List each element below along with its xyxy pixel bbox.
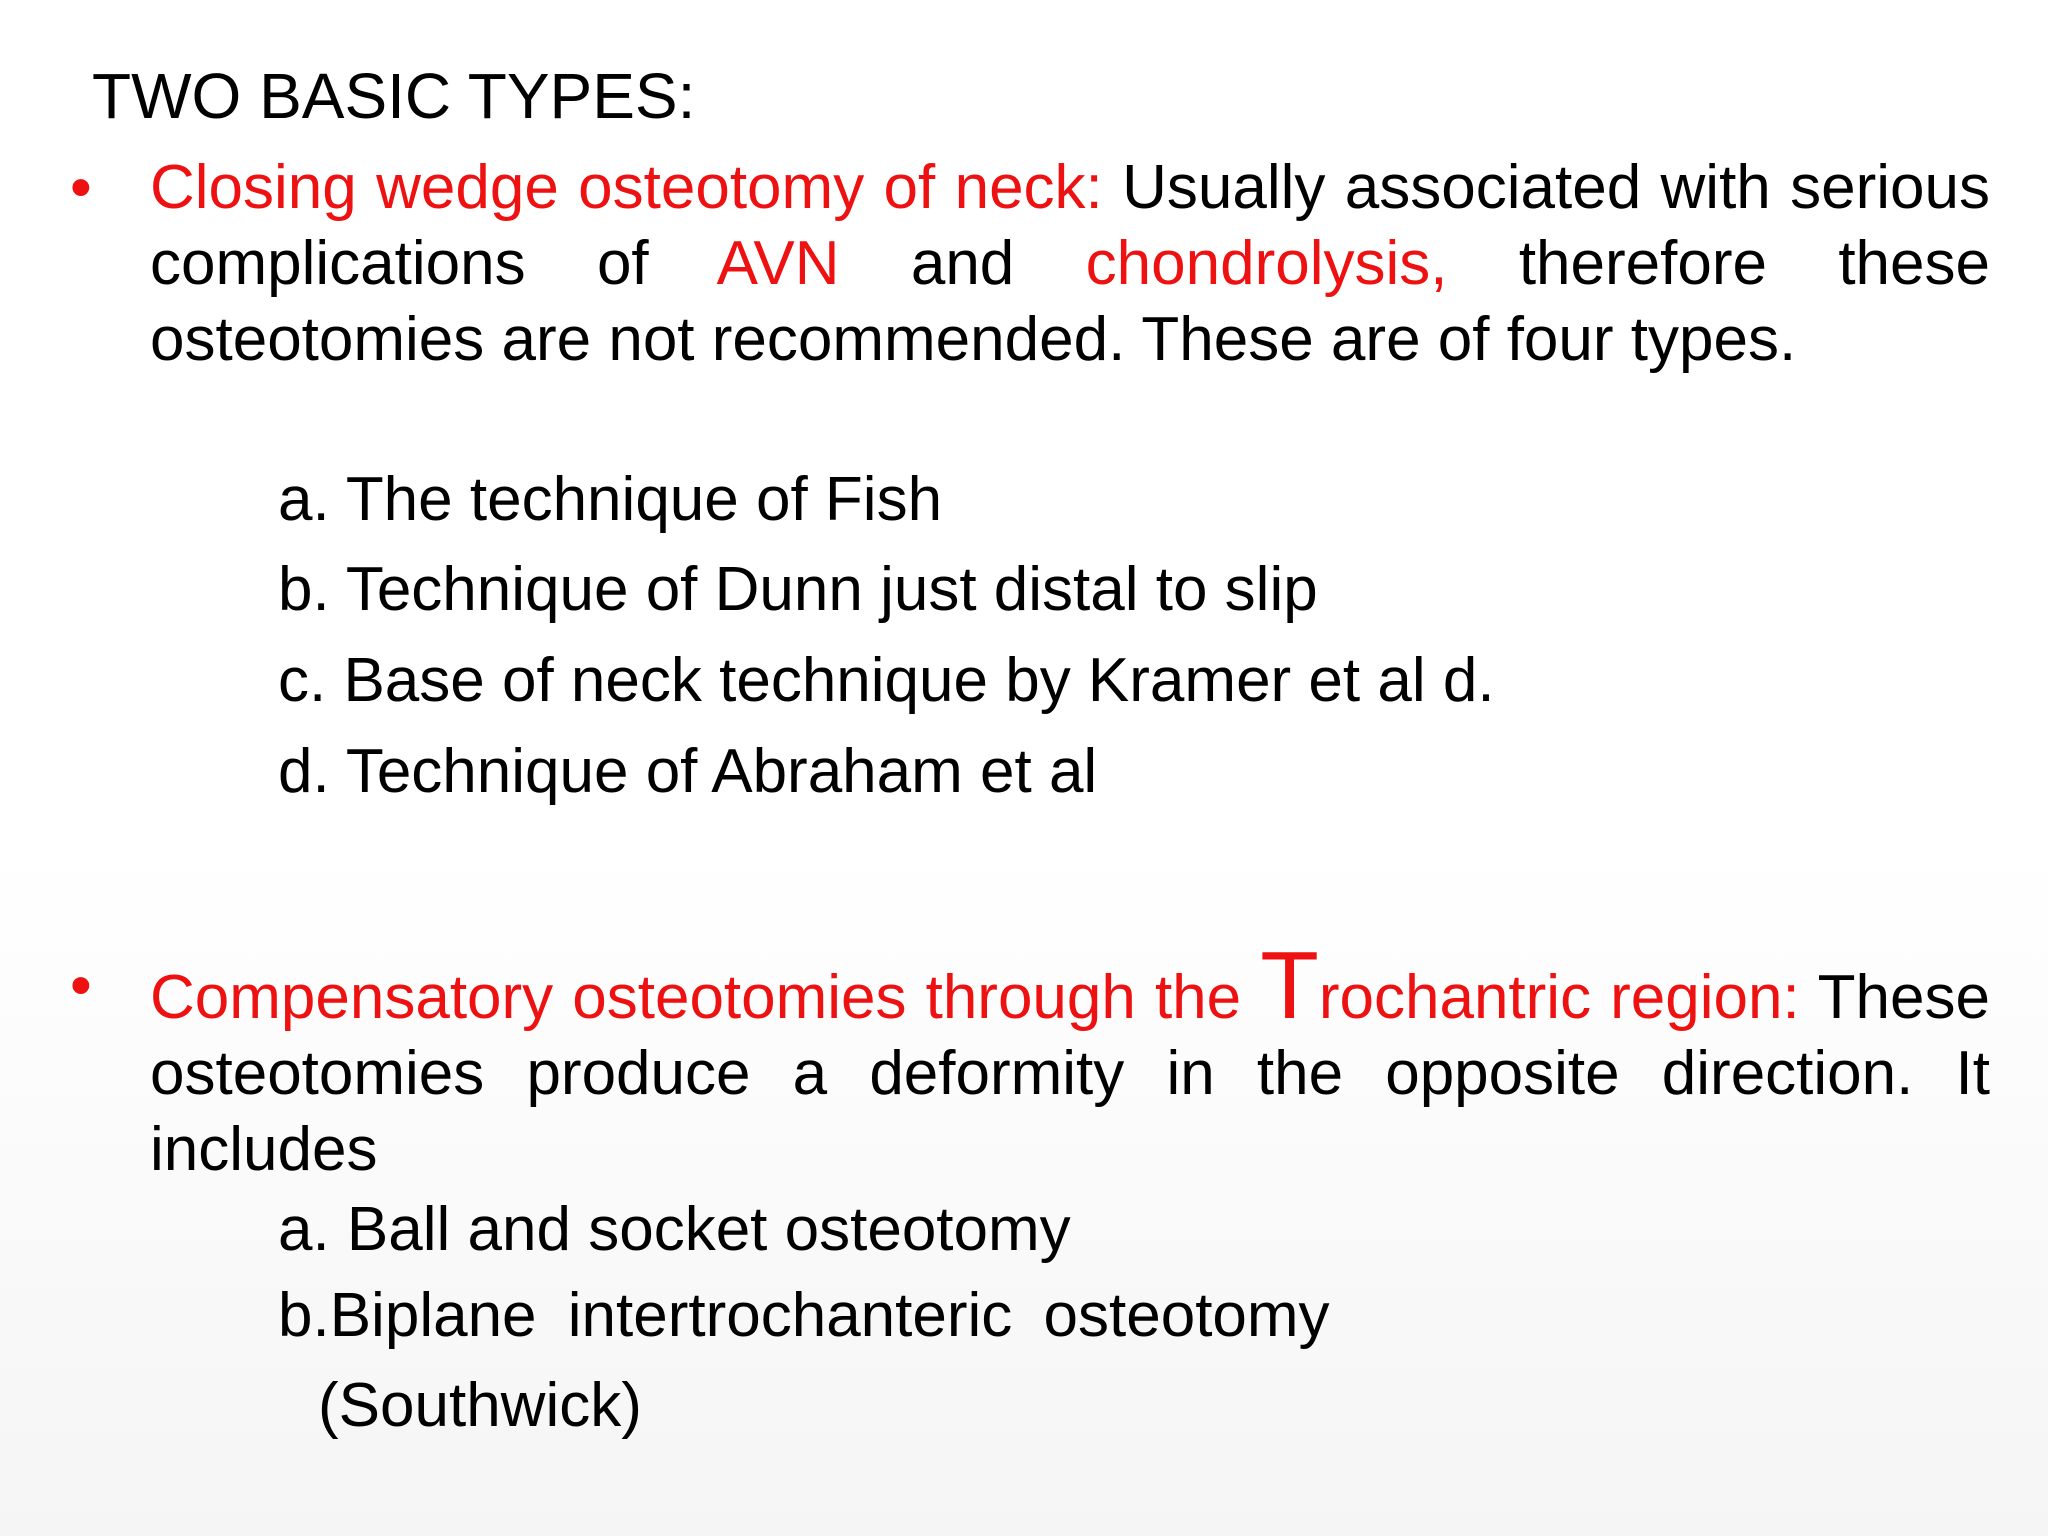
bullet-marker-2: • <box>70 951 92 1020</box>
bullet-2-lead-part-1: Compensatory osteotomies through the <box>150 963 1261 1032</box>
sub-item-2b: b.Biplane intertrochanteric osteotomy <box>278 1281 1330 1350</box>
bullet-1-chondrolysis: chondrolysis, <box>1085 229 1448 298</box>
slide-heading: TWO BASIC TYPES: <box>92 60 696 132</box>
sub-item-2b-continuation: (Southwick) <box>318 1371 642 1440</box>
sub-item-2a: a. Ball and socket osteotomy <box>278 1195 1071 1264</box>
bullet-1-avn: AVN <box>716 229 840 298</box>
bullet-1-lead: Closing wedge osteotomy of neck: <box>150 153 1103 222</box>
sub-item-1d: d. Technique of Abraham et al <box>278 737 1098 806</box>
bullet-2-lead-large-letter: T <box>1260 932 1319 1039</box>
sub-item-1c: c. Base of neck technique by Kramer et al d. <box>278 646 1495 715</box>
bullet-1-text-part-2: and <box>839 229 1086 298</box>
bullet-2-text: These osteotomies produce a deformity in the opposite direction. It includes <box>150 963 1990 1184</box>
bullet-2-lead-part-2: rochantric region: <box>1318 963 1800 1032</box>
sub-item-1b: b. Technique of Dunn just distal to slip <box>278 555 1318 624</box>
bullet-paragraph-1 <box>150 150 1990 378</box>
bullet-marker-1: • <box>70 153 92 222</box>
sub-item-1a: a. The technique of Fish <box>278 465 943 534</box>
bullet-paragraph-2 <box>150 932 1990 1188</box>
bullet-1-text-part-3: therefore these osteotomies are not recommended. These are of four types. <box>150 229 1990 374</box>
bullet-1-text-part-1: Usually associated with serious complications of <box>150 153 1990 298</box>
